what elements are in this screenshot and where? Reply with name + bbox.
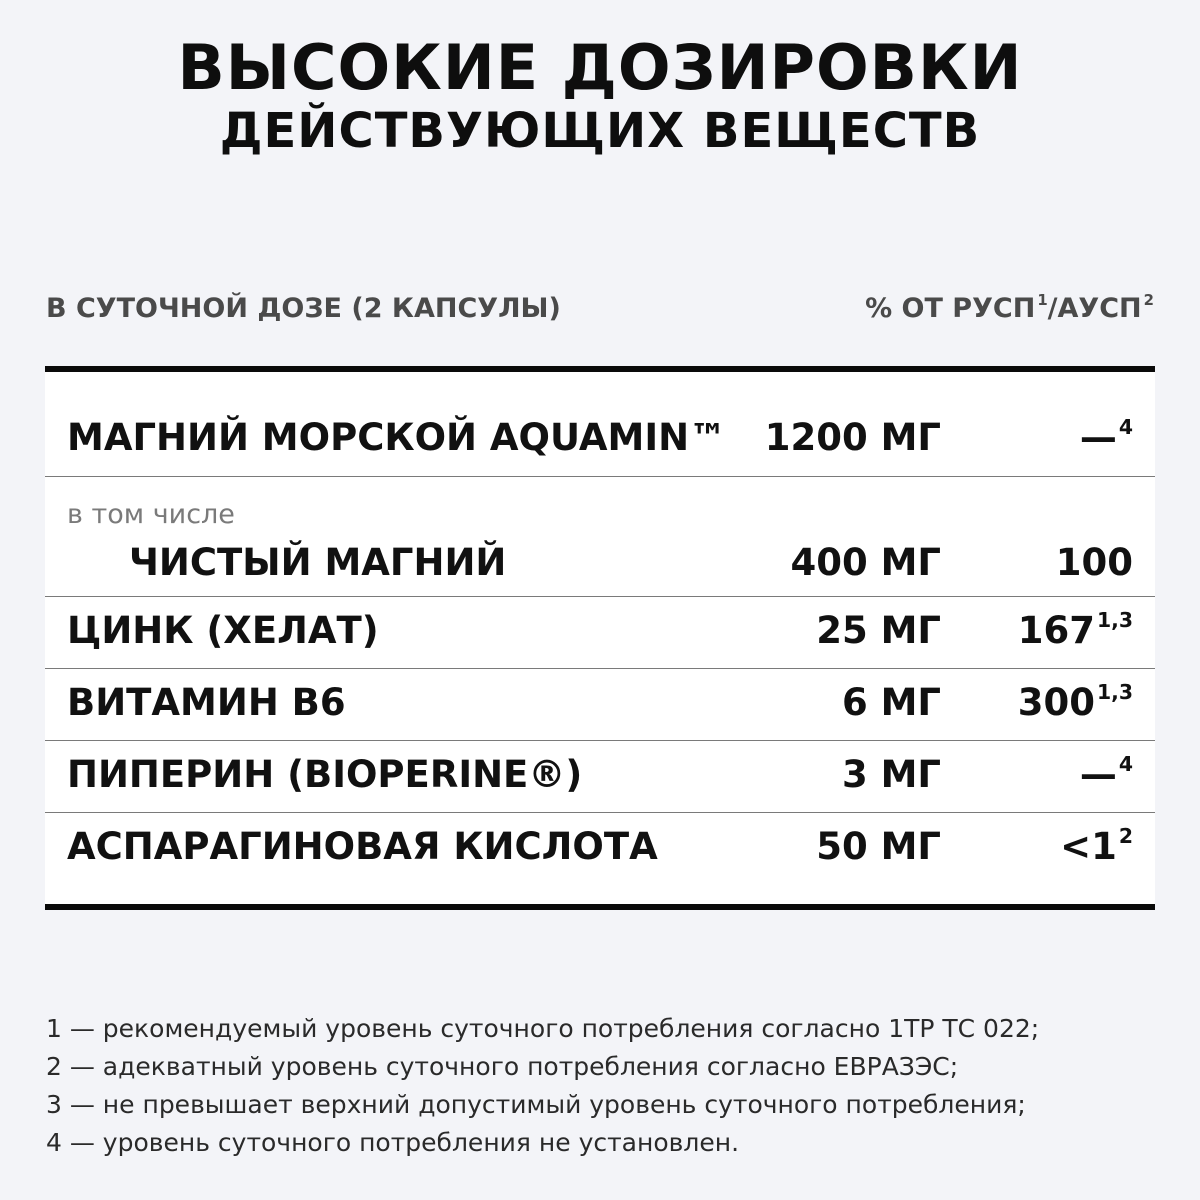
row-percent bbox=[1080, 753, 1133, 802]
row-percent bbox=[1060, 825, 1133, 874]
row-percent bbox=[1018, 681, 1133, 730]
row-percent-value: 167 bbox=[1017, 609, 1095, 652]
row-dose: 25 МГ bbox=[816, 609, 941, 652]
row-dose: 6 МГ bbox=[841, 681, 941, 724]
table-row bbox=[45, 597, 1155, 669]
row-dose: 400 МГ bbox=[790, 541, 941, 584]
page-subtitle: ДЕЙСТВУЮЩИХ ВЕЩЕСТВ bbox=[219, 103, 981, 159]
row-percent bbox=[1056, 541, 1133, 585]
row-percent-footnote-ref: 1,3 bbox=[1096, 607, 1133, 632]
row-name: ПИПЕРИН (BIOPERINE®) bbox=[67, 753, 583, 796]
row-percent-value: 100 bbox=[1055, 541, 1133, 584]
nutrient-table bbox=[45, 366, 1155, 910]
column-header-percent-sup2: 2 bbox=[1143, 291, 1154, 310]
row-percent bbox=[1018, 609, 1133, 658]
column-header-dose: В СУТОЧНОЙ ДОЗЕ (2 КАПСУЛЫ) bbox=[46, 293, 561, 324]
table-row bbox=[45, 813, 1155, 904]
row-percent bbox=[1080, 416, 1133, 465]
column-header-percent-text2: /АУСП bbox=[1047, 293, 1142, 324]
column-header-percent bbox=[865, 292, 1154, 329]
row-percent-footnote-ref: 4 bbox=[1118, 751, 1133, 776]
footnote-2: 2 — адекватный уровень суточного потребления согласно ЕВРАЗЭС; bbox=[46, 1052, 959, 1081]
table-row bbox=[45, 477, 1155, 597]
column-header-percent-sup1: 1 bbox=[1037, 291, 1048, 310]
row-percent-value: 300 bbox=[1017, 681, 1095, 724]
row-name: ЦИНК (ХЕЛАТ) bbox=[67, 609, 379, 652]
row-name: ЧИСТЫЙ МАГНИЙ bbox=[129, 541, 507, 584]
row-percent-value: — bbox=[1079, 753, 1117, 796]
row-percent-footnote-ref: 4 bbox=[1118, 414, 1133, 439]
row-dose: 50 МГ bbox=[816, 825, 941, 868]
row-subnote: в том числе bbox=[67, 499, 235, 530]
page-title: ВЫСОКИЕ ДОЗИРОВКИ bbox=[177, 31, 1023, 104]
footnote-1: 1 — рекомендуемый уровень суточного потребления согласно 1ТР ТС 022; bbox=[46, 1014, 1040, 1043]
row-name: ВИТАМИН В6 bbox=[67, 681, 346, 724]
row-dose: 1200 МГ bbox=[764, 416, 941, 459]
row-name: АСПАРАГИНОВАЯ КИСЛОТА bbox=[67, 825, 658, 868]
row-dose: 3 МГ bbox=[841, 753, 941, 796]
footnotes bbox=[46, 1010, 1039, 1162]
row-percent-value: <1 bbox=[1060, 825, 1117, 868]
row-percent-footnote-ref: 1,3 bbox=[1096, 679, 1133, 704]
table-row bbox=[45, 372, 1155, 477]
footnote-3: 3 — не превышает верхний допустимый уровень суточного потребления; bbox=[46, 1090, 1026, 1119]
table-row bbox=[45, 669, 1155, 741]
footnote-4: 4 — уровень суточного потребления не установлен. bbox=[46, 1128, 740, 1157]
column-header-percent-text1: % ОТ РУСП bbox=[865, 293, 1036, 324]
row-name: МАГНИЙ МОРСКОЙ AQUAMIN™ bbox=[67, 416, 727, 459]
row-percent-footnote-ref: 2 bbox=[1118, 823, 1133, 848]
table-row bbox=[45, 741, 1155, 813]
row-percent-value: — bbox=[1079, 416, 1117, 459]
